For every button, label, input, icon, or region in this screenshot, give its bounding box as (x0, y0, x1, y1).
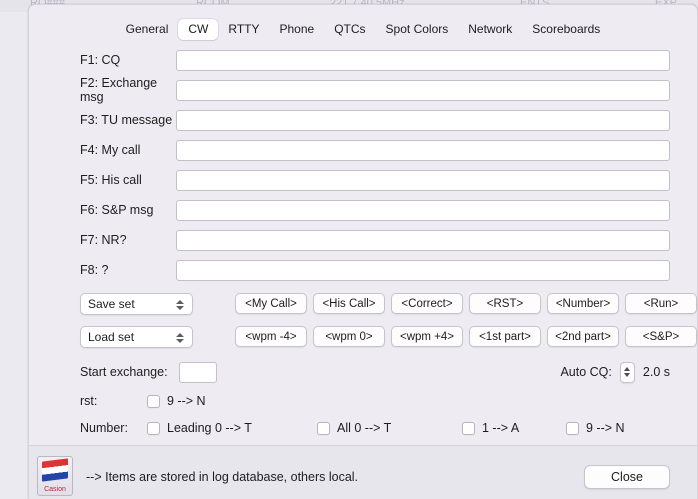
input-f7[interactable] (176, 230, 670, 251)
field-row-f6 (29, 195, 697, 225)
settings-panel (28, 4, 698, 499)
number-9-to-n-checkbox[interactable] (566, 422, 579, 435)
tab-general[interactable]: General (125, 22, 169, 36)
number-all-zero-label: All 0 --> T (337, 421, 392, 435)
macro-rst-button[interactable]: <RST> (469, 293, 541, 314)
macro-wpm-0-button[interactable]: <wpm 0> (313, 326, 385, 347)
footer-bar (29, 446, 697, 499)
load-set-label: Load set (88, 329, 135, 344)
tab-qtcs[interactable]: QTCs (334, 22, 366, 36)
close-button[interactable]: Close (584, 465, 670, 489)
cw-message-fields (29, 45, 697, 285)
macro-run-button[interactable]: <Run> (625, 293, 697, 314)
number-all-zero-item[interactable] (317, 421, 462, 435)
macro-1st-part-button[interactable]: <1st part> (469, 326, 541, 347)
tab-cw[interactable]: CW (178, 19, 218, 40)
number-9-to-n-item[interactable] (566, 421, 625, 435)
number-9-to-n-label: 9 --> N (586, 421, 625, 435)
input-f5[interactable] (176, 170, 670, 191)
field-row-f8 (29, 255, 697, 285)
number-1-to-a-label: 1 --> A (482, 421, 520, 435)
auto-cq-value: 2.0 s (642, 365, 670, 379)
chevron-updown-icon (171, 295, 188, 315)
rst-row (29, 390, 697, 412)
tab-network[interactable]: Network (468, 22, 513, 36)
macro-buttons-row-2 (235, 326, 697, 347)
field-row-f1 (29, 45, 697, 75)
macro-my-call-button[interactable]: <My Call> (235, 293, 307, 314)
macro-wpm-minus4-button[interactable]: <wpm -4> (235, 326, 307, 347)
input-f1[interactable] (176, 50, 670, 71)
rst-label: rst: (80, 394, 98, 408)
input-f3[interactable] (176, 110, 670, 131)
app-icon (37, 456, 77, 498)
number-row (29, 417, 697, 439)
rst-9-to-n-label: 9 --> N (167, 394, 206, 408)
macro-correct-button[interactable]: <Correct> (391, 293, 463, 314)
macro-his-call-button[interactable]: <His Call> (313, 293, 385, 314)
macro-number-button[interactable]: <Number> (547, 293, 619, 314)
number-leading-zero-checkbox[interactable] (147, 422, 160, 435)
auto-cq-stepper[interactable] (620, 362, 635, 383)
auto-cq-label: Auto CQ: (560, 365, 612, 379)
macro-row-1 (29, 287, 697, 320)
start-exchange-label: Start exchange: (80, 365, 168, 379)
input-f8[interactable] (176, 260, 670, 281)
tab-scoreboards[interactable]: Scoreboards (532, 22, 601, 36)
start-exchange-row (29, 360, 697, 384)
start-exchange-input[interactable] (179, 362, 217, 383)
label-f6: F6: S&P msg (80, 203, 154, 217)
input-f2[interactable] (176, 80, 670, 101)
tab-spot-colors[interactable]: Spot Colors (385, 22, 449, 36)
macro-sp-button[interactable]: <S&P> (625, 326, 697, 347)
number-leading-zero-item[interactable] (147, 421, 317, 435)
macro-2nd-part-button[interactable]: <2nd part> (547, 326, 619, 347)
input-f4[interactable] (176, 140, 670, 161)
macro-area (29, 287, 697, 353)
field-row-f2 (29, 75, 697, 105)
macro-buttons-row-1 (235, 293, 697, 314)
label-f3: F3: TU message (80, 113, 173, 127)
input-f6[interactable] (176, 200, 670, 221)
field-row-f4 (29, 135, 697, 165)
label-f8: F8: ? (80, 263, 109, 277)
number-1-to-a-checkbox[interactable] (462, 422, 475, 435)
label-f4: F4: My call (80, 143, 141, 157)
chevron-updown-icon (171, 328, 188, 348)
tab-bar (29, 19, 697, 40)
number-1-to-a-item[interactable] (462, 421, 566, 435)
logbook-icon (37, 456, 73, 496)
app-icon-word: Casion (44, 486, 66, 493)
label-f5: F5: His call (80, 173, 142, 187)
save-set-popup[interactable] (80, 293, 193, 315)
macro-wpm-plus4-button[interactable]: <wpm +4> (391, 326, 463, 347)
rst-9-to-n-checkbox[interactable] (147, 395, 160, 408)
label-f2: F2: Exchange msg (80, 76, 158, 104)
number-label: Number: (80, 421, 128, 435)
field-row-f5 (29, 165, 697, 195)
number-leading-zero-label: Leading 0 --> T (167, 421, 252, 435)
load-set-popup[interactable] (80, 326, 193, 348)
footer-note: --> Items are stored in log database, others local. (86, 470, 359, 484)
label-f7: F7: NR? (80, 233, 127, 247)
number-all-zero-checkbox[interactable] (317, 422, 330, 435)
rst-9-to-n-checkbox-item[interactable] (147, 394, 206, 408)
macro-row-2 (29, 320, 697, 353)
field-row-f7 (29, 225, 697, 255)
flag-icon (42, 458, 68, 481)
tab-rtty[interactable]: RTTY (228, 22, 260, 36)
save-set-label: Save set (88, 296, 135, 311)
label-f1: F1: CQ (80, 53, 121, 67)
field-row-f3 (29, 105, 697, 135)
tab-phone[interactable]: Phone (279, 22, 315, 36)
